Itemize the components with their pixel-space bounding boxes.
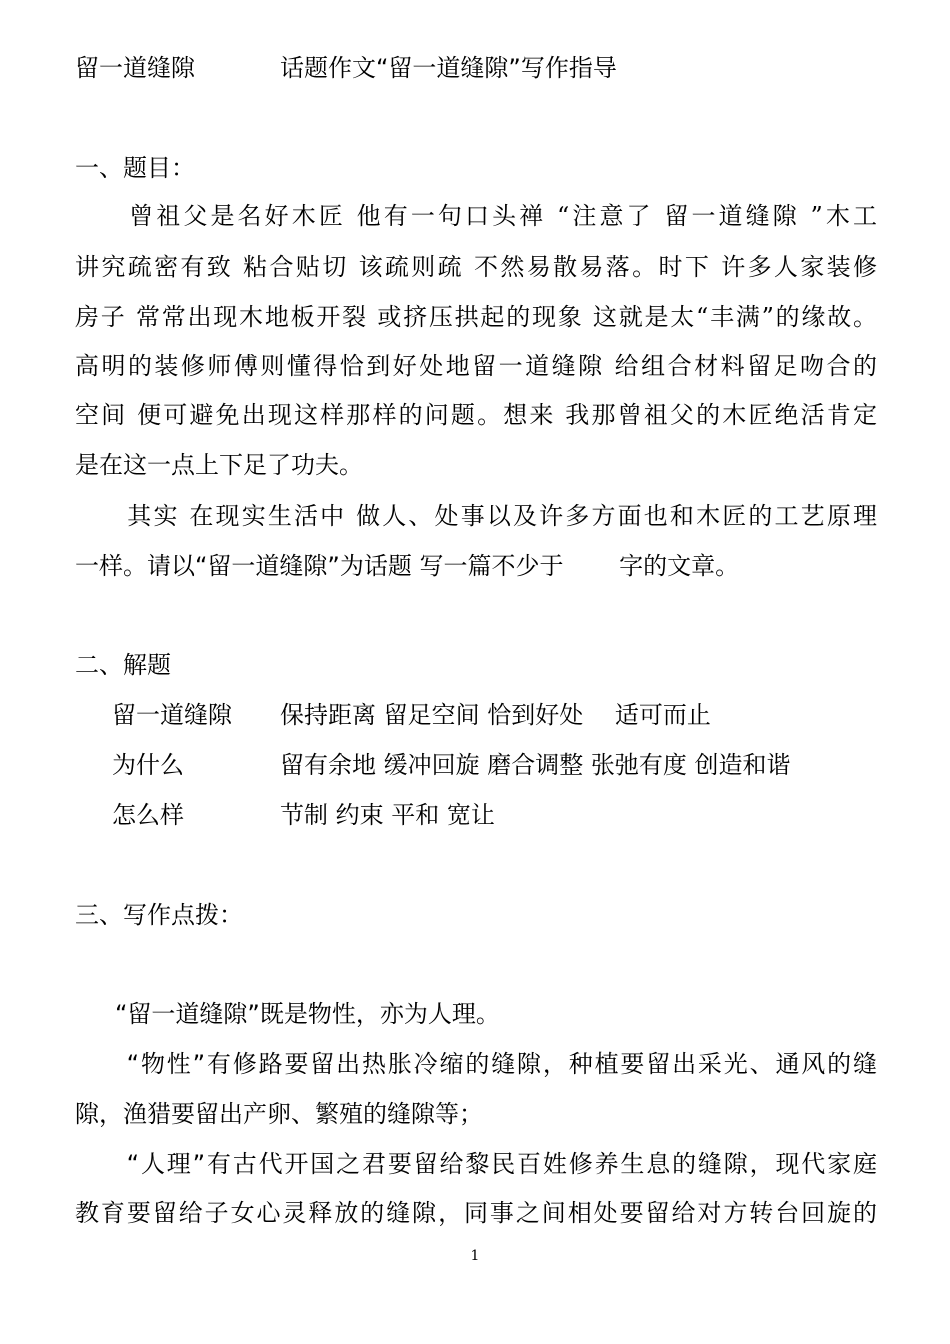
prompt-paragraph-line: 是在这一点上下足了功夫。	[75, 451, 363, 479]
guidance-paragraph-line: “人理”有古代开国之君要留给黎民百姓修养生息的缝隙，现代家庭	[75, 1150, 877, 1178]
prompt-paragraph-line: 房子 常常出现木地板开裂 或挤压拱起的现象 这就是太“丰满”的缘故。	[75, 303, 877, 331]
document-title: 留一道缝隙	[75, 54, 195, 82]
prompt-paragraph-line: 空间 便可避免出现这样那样的问题。想来 我那曾祖父的木匠绝活肯定	[75, 401, 877, 429]
analysis-row-label: 为什么	[112, 751, 184, 779]
analysis-row-label: 留一道缝隙	[112, 701, 232, 729]
section-1-heading: 一、题目：	[75, 154, 195, 182]
analysis-row-value: 保持距离 留足空间 恰到好处 适可而止	[280, 701, 711, 729]
guidance-paragraph-line: 教育要留给子女心灵释放的缝隙，同事之间相处要留给对方转台回旋的	[75, 1199, 877, 1227]
section-2-heading: 二、解题	[75, 651, 171, 679]
task-paragraph-line: 一样。请以“留一道缝隙”为话题 写一篇不少于 字的文章。	[75, 552, 740, 580]
guidance-paragraph-line: “物性”有修路要留出热胀冷缩的缝隙，种植要留出采光、通风的缝	[75, 1050, 877, 1078]
guidance-paragraph: “留一道缝隙”既是物性，亦为人理。	[115, 1000, 500, 1028]
analysis-row-value: 节制 约束 平和 宽让	[280, 801, 495, 829]
page-number: 1	[470, 1248, 480, 1264]
prompt-paragraph-line: 曾祖父是名好木匠 他有一句口头禅 “注意了 留一道缝隙 ”木工	[75, 202, 877, 230]
task-paragraph-line: 其实 在现实生活中 做人、处事以及许多方面也和木匠的工艺原理	[75, 502, 877, 530]
analysis-row-label: 怎么样	[112, 801, 184, 829]
section-3-heading: 三、写作点拨：	[75, 901, 243, 929]
guidance-paragraph-line: 隙，渔猎要留出产卵、繁殖的缝隙等；	[75, 1100, 483, 1128]
analysis-row-value: 留有余地 缓冲回旋 磨合调整 张弛有度 创造和谐	[280, 751, 791, 779]
prompt-paragraph-line: 讲究疏密有致 粘合贴切 该疏则疏 不然易散易落。时下 许多人家装修	[75, 253, 877, 281]
document-subtitle: 话题作文“留一道缝隙”写作指导	[280, 54, 617, 82]
prompt-paragraph-line: 高明的装修师傅则懂得恰到好处地留一道缝隙 给组合材料留足吻合的	[75, 352, 877, 380]
